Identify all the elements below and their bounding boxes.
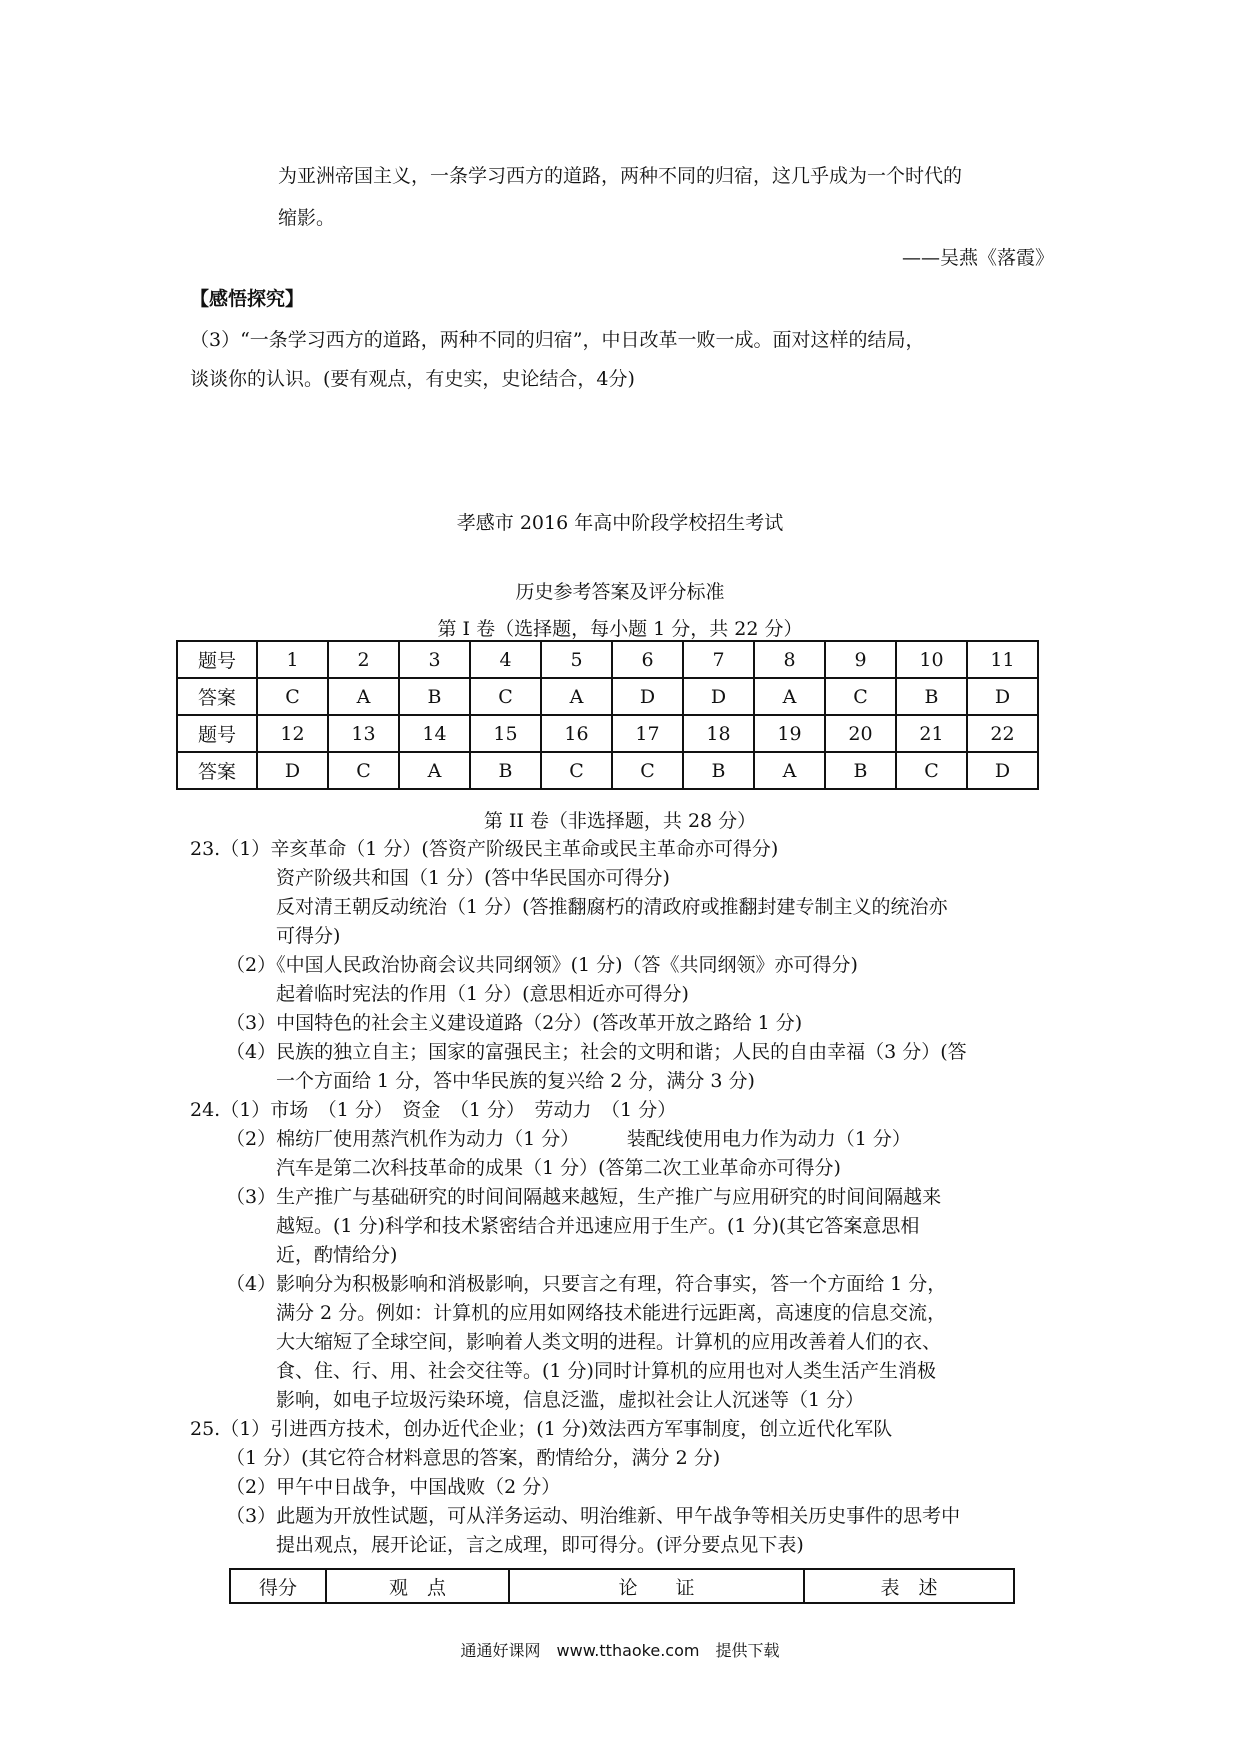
table-cell: D: [612, 678, 683, 715]
explore-question-line-1: （3）“一条学习西方的道路，两种不同的归宿”，中日改革一败一成。面对这样的结局，: [190, 329, 925, 351]
table-cell: C: [612, 752, 683, 789]
table-header-cell: 观 点: [326, 1569, 509, 1603]
table-cell: 15: [470, 715, 541, 752]
explore-heading: 【感悟探究】: [190, 288, 305, 310]
table-cell: C: [541, 752, 612, 789]
table-cell: C: [257, 678, 328, 715]
table-cell: 5: [541, 641, 612, 678]
table-header-cell: 表 述: [804, 1569, 1014, 1603]
answer-line: （2）《中国人民政治协商会议共同纲领》(1 分)（答《共同纲领》亦可得分): [226, 954, 858, 976]
answer-line: 25.（1）引进西方技术，创办近代企业；(1 分)效法西方军事制度，创立近代化军队: [190, 1418, 893, 1440]
table-cell: 1: [257, 641, 328, 678]
table-cell: 18: [683, 715, 754, 752]
scoring-table: [229, 1568, 1015, 1604]
table-cell: 11: [967, 641, 1038, 678]
table-cell: 13: [328, 715, 399, 752]
explore-question-line-2: 谈谈你的认识。(要有观点，有史实，史论结合，4分): [190, 368, 635, 390]
intro-attribution: ——吴燕《落霞》: [901, 247, 1054, 269]
intro-line-2: 缩影。: [278, 207, 336, 229]
answer-line: （3）此题为开放性试题，可从洋务运动、明治维新、甲午战争等相关历史事件的思考中: [226, 1505, 961, 1527]
answer-line: （3）生产推广与基础研究的时间间隔越来越短，生产推广与应用研究的时间间隔越来: [226, 1186, 942, 1208]
table-cell: D: [967, 678, 1038, 715]
table-row: [177, 678, 1038, 715]
table-cell: 22: [967, 715, 1038, 752]
table-cell: B: [399, 678, 470, 715]
table-cell: 16: [541, 715, 612, 752]
intro-line-1: 为亚洲帝国主义，一条学习西方的道路，两种不同的归宿，这几乎成为一个时代的: [278, 165, 963, 187]
answer-line: 食、住、行、用、社会交往等。(1 分)同时计算机的应用也对人类生活产生消极: [276, 1360, 936, 1382]
part2-heading: 第 II 卷（非选择题，共 28 分）: [483, 810, 757, 832]
part1-heading: 第 I 卷（选择题，每小题 1 分，共 22 分）: [437, 618, 803, 640]
table-cell: A: [754, 752, 825, 789]
table-cell: 3: [399, 641, 470, 678]
table-cell: B: [683, 752, 754, 789]
table-row: [177, 715, 1038, 752]
table-cell: A: [328, 678, 399, 715]
table-cell: D: [683, 678, 754, 715]
table-cell: B: [825, 752, 896, 789]
table-cell: 19: [754, 715, 825, 752]
answer-line: 24.（1）市场 （1 分） 资金 （1 分） 劳动力 （1 分）: [190, 1099, 677, 1121]
answer-table: [176, 640, 1039, 790]
table-cell: 14: [399, 715, 470, 752]
table-cell: 17: [612, 715, 683, 752]
exam-subtitle: 历史参考答案及评分标准: [515, 581, 725, 603]
answer-line: 近，酌情给分): [276, 1244, 398, 1266]
answer-line: 越短。(1 分)科学和技术紧密结合并迅速应用于生产。(1 分)(其它答案意思相: [276, 1215, 920, 1237]
footer-text: 通通好课网 www.tthaoke.com 提供下载: [460, 1641, 780, 1660]
table-row: [177, 641, 1038, 678]
table-cell: 2: [328, 641, 399, 678]
table-cell: 6: [612, 641, 683, 678]
table-cell: D: [257, 752, 328, 789]
answer-line: 反对清王朝反动统治（1 分）(答推翻腐朽的清政府或推翻封建专制主义的统治亦: [276, 896, 948, 918]
table-row: [177, 752, 1038, 789]
answer-line: （2）棉纺厂使用蒸汽机作为动力（1 分） 装配线使用电力作为动力（1 分）: [226, 1128, 911, 1150]
table-cell: A: [399, 752, 470, 789]
table-cell: 答案: [177, 752, 257, 789]
answer-line: 23.（1）辛亥革命（1 分）(答资产阶级民主革命或民主革命亦可得分): [190, 838, 779, 860]
exam-title: 孝感市 2016 年高中阶段学校招生考试: [456, 512, 784, 534]
answer-line: 汽车是第二次科技革命的成果（1 分）(答第二次工业革命亦可得分): [276, 1157, 841, 1179]
table-cell: D: [967, 752, 1038, 789]
answer-line: 可得分): [276, 925, 341, 947]
table-header-cell: 论 证: [509, 1569, 804, 1603]
table-header-cell: 得分: [230, 1569, 326, 1603]
table-cell: 21: [896, 715, 967, 752]
table-cell: 题号: [177, 715, 257, 752]
table-cell: 4: [470, 641, 541, 678]
answer-line: （1 分）(其它符合材料意思的答案，酌情给分，满分 2 分): [226, 1447, 721, 1469]
answer-line: （3）中国特色的社会主义建设道路（2分）(答改革开放之路给 1 分): [226, 1012, 803, 1034]
answer-line: （4）影响分为积极影响和消极影响，只要言之有理，符合事实，答一个方面给 1 分，: [226, 1273, 947, 1295]
table-cell: B: [896, 678, 967, 715]
table-cell: B: [470, 752, 541, 789]
table-cell: C: [328, 752, 399, 789]
table-row: [230, 1569, 1014, 1603]
table-cell: 12: [257, 715, 328, 752]
table-cell: 8: [754, 641, 825, 678]
table-cell: C: [825, 678, 896, 715]
table-cell: A: [541, 678, 612, 715]
table-cell: 答案: [177, 678, 257, 715]
answer-line: 资产阶级共和国（1 分）(答中华民国亦可得分): [276, 867, 670, 889]
answer-line: 影响，如电子垃圾污染环境，信息泛滥，虚拟社会让人沉迷等（1 分）: [276, 1389, 865, 1411]
table-cell: 题号: [177, 641, 257, 678]
answer-line: （4）民族的独立自主；国家的富强民主；社会的文明和谐；人民的自由幸福（3 分）(答: [226, 1041, 967, 1063]
answer-line: 提出观点，展开论证，言之成理，即可得分。(评分要点见下表): [276, 1534, 804, 1556]
answer-line: 起着临时宪法的作用（1 分）(意思相近亦可得分): [276, 983, 689, 1005]
table-cell: C: [896, 752, 967, 789]
table-cell: 20: [825, 715, 896, 752]
answer-line: 一个方面给 1 分，答中华民族的复兴给 2 分，满分 3 分): [276, 1070, 755, 1092]
table-cell: 10: [896, 641, 967, 678]
answer-line: （2）甲午中日战争，中国战败（2 分）: [226, 1476, 561, 1498]
table-cell: C: [470, 678, 541, 715]
answer-line: 满分 2 分。例如：计算机的应用如网络技术能进行远距离，高速度的信息交流，: [276, 1302, 947, 1324]
table-cell: 7: [683, 641, 754, 678]
table-cell: 9: [825, 641, 896, 678]
answer-line: 大大缩短了全球空间，影响着人类文明的进程。计算机的应用改善着人们的衣、: [276, 1331, 942, 1353]
table-cell: A: [754, 678, 825, 715]
